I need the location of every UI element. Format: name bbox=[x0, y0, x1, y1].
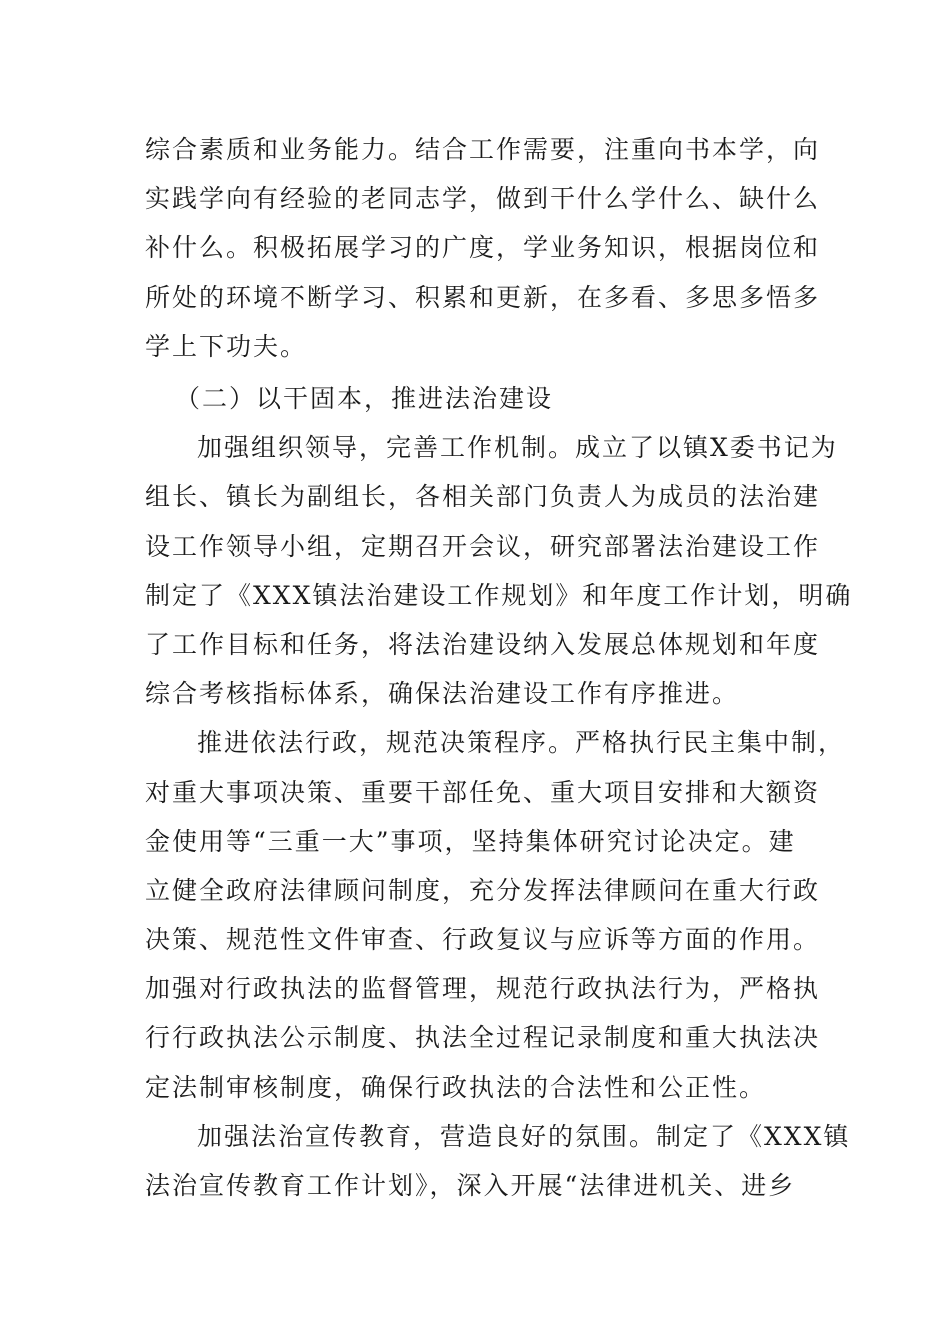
paragraph-line: 行行政执法公示制度、执法全过程记录制度和重大执法决 bbox=[145, 1023, 821, 1053]
paragraph-line: 组长、镇长为副组长，各相关部门负责人为成员的法治建 bbox=[145, 482, 821, 512]
paragraph-line: 加强组织领导，完善工作机制。成立了以镇X委书记为 bbox=[197, 433, 838, 463]
body-text-main bbox=[145, 374, 853, 1210]
paragraph-line: 对重大事项决策、重要干部任免、重大项目安排和大额资 bbox=[145, 777, 821, 807]
body-text-top bbox=[145, 125, 821, 371]
section-heading: （二）以干固本，推进法治建设 bbox=[175, 384, 554, 413]
paragraph-line: 学上下功夫。 bbox=[145, 331, 308, 361]
paragraph-line: 决策、规范性文件审查、行政复议与应诉等方面的作用。 bbox=[145, 925, 821, 955]
paragraph-line: 实践学向有经验的老同志学，做到干什么学什么、缺什么 bbox=[145, 184, 821, 214]
paragraph-line: 定法制审核制度，确保行政执法的合法性和公正性。 bbox=[145, 1072, 767, 1102]
paragraph-line: 法治宣传教育工作计划》，深入开展“法律进机关、进乡 bbox=[145, 1171, 796, 1200]
paragraph-line: 制定了《XXX镇法治建设工作规划》和年度工作计划，明确 bbox=[145, 580, 853, 610]
paragraph-line: 综合素质和业务能力。结合工作需要，注重向书本学，向 bbox=[145, 135, 821, 164]
paragraph-line: 加强法治宣传教育，营造良好的氛围。制定了《XXX镇 bbox=[197, 1121, 851, 1151]
paragraph-line: 了工作目标和任务，将法治建设纳入发展总体规划和年度 bbox=[145, 629, 821, 659]
paragraph-line: 设工作领导小组，定期召开会议，研究部署法治建设工作 bbox=[145, 531, 821, 561]
paragraph-line: 金使用等“三重一大”事项，坚持集体研究讨论决定。建 bbox=[145, 826, 796, 856]
paragraph-line: 推进依法行政，规范决策程序。严格执行民主集中制， bbox=[197, 728, 846, 758]
paragraph-line: 所处的环境不断学习、积累和更新，在多看、多思多悟多 bbox=[145, 282, 821, 312]
paragraph-line: 综合考核指标体系，确保法治建设工作有序推进。 bbox=[145, 679, 740, 709]
paragraph-line: 补什么。积极拓展学习的广度，学业务知识，根据岗位和 bbox=[145, 233, 821, 263]
paragraph-line: 立健全政府法律顾问制度，充分发挥法律顾问在重大行政 bbox=[145, 875, 821, 905]
paragraph-line: 加强对行政执法的监督管理，规范行政执法行为，严格执 bbox=[145, 974, 821, 1004]
